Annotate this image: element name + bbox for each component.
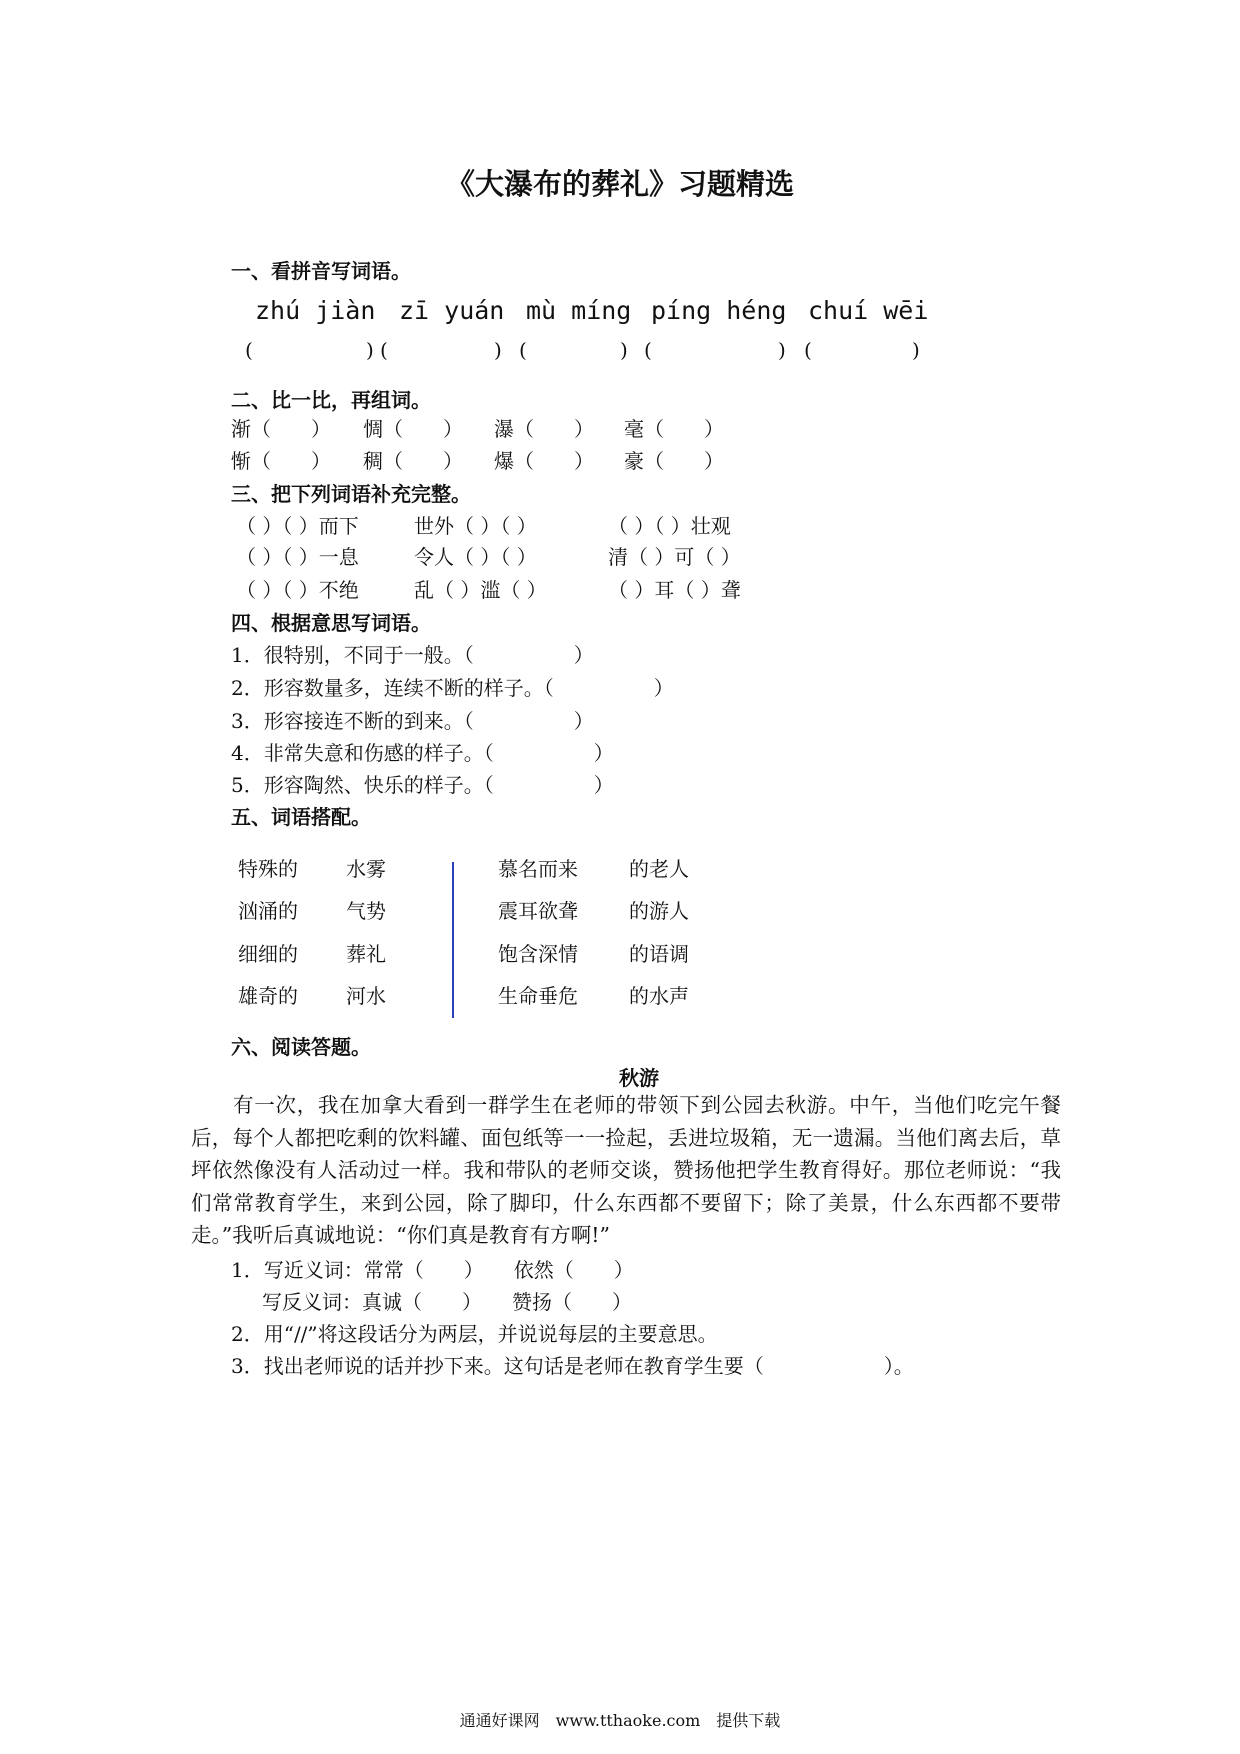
section-1-heading: 一、看拼音写词语。 <box>231 259 411 283</box>
match-word: 特殊的 <box>238 857 298 881</box>
match-word: 的游人 <box>629 899 689 923</box>
answer-paren-close-2: ) <box>494 338 502 362</box>
idiom-item: 乱（ ）滥（ ） <box>414 578 547 602</box>
compare-item: 瀑（ ） <box>494 417 594 441</box>
section-3-heading: 三、把下列词语补充完整。 <box>231 482 471 506</box>
question-1-antonyms: 写反义词：真诚（ ） 赞扬（ ） <box>262 1290 632 1314</box>
match-word: 水雾 <box>346 857 386 881</box>
match-word: 葬礼 <box>346 942 386 966</box>
question-1-synonyms: 1．写近义词：常常（ ） 依然（ ） <box>231 1258 634 1282</box>
pinyin-3: mù míng <box>526 296 632 325</box>
match-word: 气势 <box>346 899 386 923</box>
idiom-item: 世外（ ）（ ） <box>414 514 537 538</box>
compare-item: 惆（ ） <box>363 417 463 441</box>
idiom-item: （ ）（ ）而下 <box>236 514 359 538</box>
match-word: 汹涌的 <box>238 899 298 923</box>
answer-paren-open-5: ( <box>804 338 812 362</box>
match-word: 的老人 <box>629 857 689 881</box>
match-word: 的水声 <box>629 984 689 1008</box>
answer-paren-close-1: ) <box>366 338 374 362</box>
match-divider-line <box>452 862 454 1018</box>
pinyin-5: chuí wēi <box>808 296 929 325</box>
page-title: 《大瀑布的葬礼》习题精选 <box>445 167 794 201</box>
compare-item: 渐（ ） <box>231 417 331 441</box>
answer-paren-open-3: ( <box>519 338 527 362</box>
section-2-heading: 二、比一比，再组词。 <box>231 388 431 412</box>
match-word: 生命垂危 <box>498 984 578 1008</box>
idiom-item: （ ）耳（ ）聋 <box>608 578 741 602</box>
meaning-item: 3．形容接连不断的到来。（ ） <box>231 709 594 733</box>
match-word: 细细的 <box>238 942 298 966</box>
idiom-item: （ ）（ ）不绝 <box>236 578 359 602</box>
story-title: 秋游 <box>619 1066 659 1090</box>
section-5-heading: 五、词语搭配。 <box>231 805 371 829</box>
compare-item: 稠（ ） <box>363 449 463 473</box>
question-3: 3．找出老师说的话并抄下来。这句话是老师在教育学生要（ ）。 <box>231 1354 914 1378</box>
answer-paren-close-3: ) <box>620 338 628 362</box>
meaning-item: 2．形容数量多，连续不断的样子。（ ） <box>231 676 674 700</box>
match-word: 震耳欲聋 <box>498 899 578 923</box>
pinyin-4: píng héng <box>651 296 787 325</box>
compare-item: 惭（ ） <box>231 449 331 473</box>
match-word: 饱含深情 <box>498 942 578 966</box>
pinyin-2: zī yuán <box>399 296 505 325</box>
section-4-heading: 四、根据意思写词语。 <box>231 611 431 635</box>
question-2: 2．用“//”将这段话分为两层，并说说每层的主要意思。 <box>231 1322 718 1346</box>
footer-source: 通通好课网 www.tthaoke.com 提供下载 <box>459 1711 781 1730</box>
compare-item: 毫（ ） <box>624 417 724 441</box>
section-6-heading: 六、阅读答题。 <box>231 1035 371 1059</box>
idiom-item: 清（ ）可（ ） <box>608 545 741 569</box>
meaning-item: 4．非常失意和伤感的样子。（ ） <box>231 741 614 765</box>
match-word: 的语调 <box>629 942 689 966</box>
answer-paren-close-4: ) <box>778 338 786 362</box>
match-word: 河水 <box>346 984 386 1008</box>
answer-paren-open-1: ( <box>245 338 253 362</box>
answer-paren-open-4: ( <box>644 338 652 362</box>
answer-paren-open-2: ( <box>380 338 388 362</box>
meaning-item: 5．形容陶然、快乐的样子。（ ） <box>231 773 614 797</box>
meaning-item: 1．很特别，不同于一般。（ ） <box>231 643 594 667</box>
compare-item: 豪（ ） <box>624 449 724 473</box>
match-word: 慕名而来 <box>498 857 578 881</box>
reading-paragraph: 有一次，我在加拿大看到一群学生在老师的带领下到公园去秋游。中午，当他们吃完午餐后，每个人都把吃剩的饮料罐、面包纸等一一捡起，丢进垃圾箱，无一遗漏。当他们离去后，草坪依然像没有人活动过一样。我和带队的老师交谈，赞扬他把学生教育得好。那位老师说：“我们常常教育学生，来到公园，除了脚印，什么东西都不要留下；除了美景，什么东西都不要带走。”我听后真诚地说：“你们真是教育有方啊!” <box>191 1093 1061 1247</box>
answer-paren-close-5: ) <box>912 338 920 362</box>
pinyin-1: zhú jiàn <box>255 296 376 325</box>
idiom-item: （ ）（ ）壮观 <box>608 514 731 538</box>
idiom-item: （ ）（ ）一息 <box>236 545 359 569</box>
idiom-item: 令人（ ）（ ） <box>414 545 537 569</box>
match-word: 雄奇的 <box>238 984 298 1008</box>
compare-item: 爆（ ） <box>494 449 594 473</box>
